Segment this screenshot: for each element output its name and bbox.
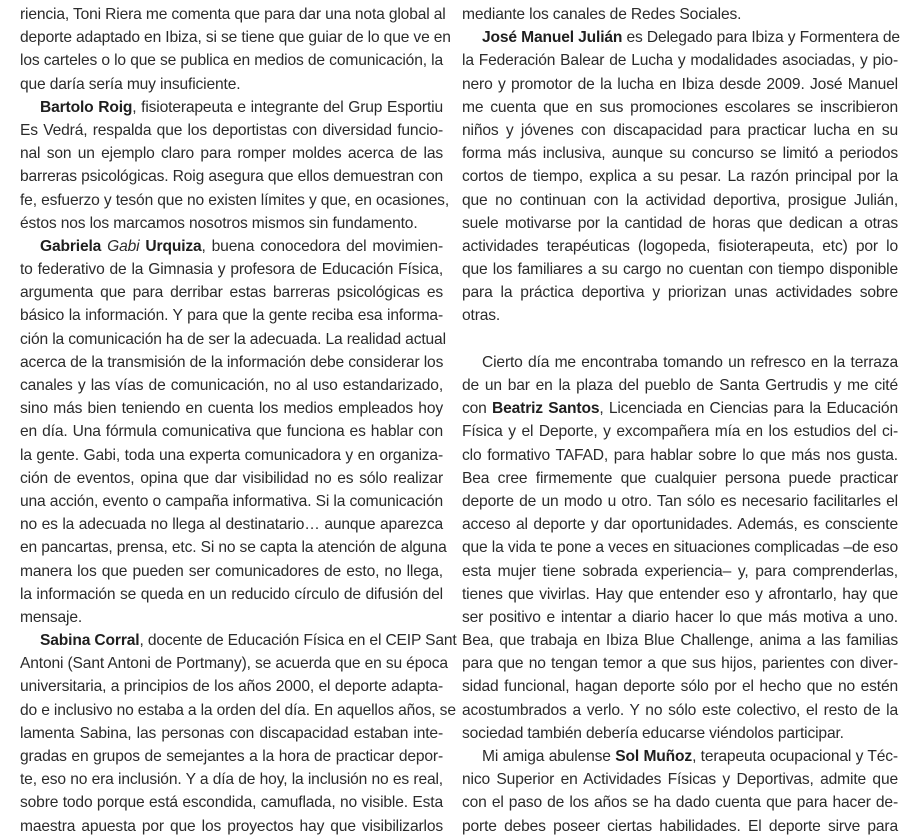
left-column — [20, 3, 457, 838]
text-run: esta mujer tiene sobrada experiencia– y, para comprenderlas, — [462, 562, 898, 580]
text-line — [20, 490, 443, 513]
text-line — [20, 583, 443, 606]
text-line — [462, 652, 898, 675]
text-run: , buena conocedora del movimien- — [201, 237, 443, 255]
text-line — [20, 768, 443, 791]
text-line — [462, 189, 898, 212]
text-run: do e inclusivo no estaba a la orden del día. En aquellos años, se — [20, 701, 456, 719]
text-run: fe, esfuerzo y tesón que no existen límites y que, en ocasiones, — [20, 191, 450, 209]
text-run: , docente de Educación Física en el CEIP Sant — [139, 632, 457, 650]
text-line — [462, 212, 898, 235]
person-name: Sol Muñoz — [615, 748, 693, 765]
text-line — [462, 281, 898, 304]
text-line — [462, 513, 898, 536]
text-run: la Federación Balear de Lucha y modalidades asociadas, y pio- — [462, 52, 898, 70]
text-line — [20, 119, 443, 142]
text-line — [20, 189, 450, 212]
text-run: Mi amiga abulense — [482, 748, 616, 765]
text-line — [462, 397, 898, 420]
text-run: Antoni (Sant Antoni de Portmany), se acuerda que en su época — [20, 655, 448, 673]
text-run: la gente. Gabi, toda una experta comunicadora y en organiza- — [20, 446, 443, 464]
text-run: nero y promotor de la lucha en Ibiza desde 2009. José Manuel — [462, 75, 898, 93]
text-run: éstos nos los marcamos nosotros mismos sin fundamento. — [20, 214, 418, 232]
paragraph-start-line — [20, 235, 443, 258]
text-line — [20, 374, 443, 397]
text-run: manera los que pueden ser comunicadores de esto, no llega, — [20, 562, 443, 580]
text-run: sociedad también debería educarse viéndolos participar. — [462, 724, 844, 742]
text-run: con el paso de los años se ha dado cuenta que para hacer de- — [462, 794, 898, 812]
text-run: nico Superior en Actividades Físicas y Deportivas, admite que — [462, 771, 898, 789]
text-run: lamenta Sabina, las personas con discapacidad estaban inte- — [20, 724, 443, 742]
text-line — [462, 258, 898, 281]
text-run: deporte de un modo u otro. Tan sólo es necesario facilitarles el — [462, 492, 898, 510]
person-name: Urquiza — [139, 237, 202, 255]
text-line — [20, 3, 446, 26]
nickname: Gabi — [107, 237, 140, 255]
text-line — [462, 536, 898, 559]
paragraph-start-line — [20, 96, 443, 119]
text-run: mediante los canales de Redes Sociales. — [462, 6, 742, 23]
text-run: que no continuan con la actividad deportiva, prosigue Julián, — [462, 191, 898, 209]
text-run: que los familiares a su cargo no cuentan con tiempo disponible — [462, 261, 898, 279]
text-line — [20, 606, 443, 629]
text-line — [462, 142, 898, 165]
text-run: universitaria, a principios de los años 2000, el deporte adapta- — [20, 678, 443, 696]
text-run: to federativo de la Gimnasia y profesora de Educación Física, — [20, 261, 443, 279]
text-line — [20, 258, 443, 281]
person-name: Beatriz Santos — [492, 400, 600, 418]
text-run: ción de eventos, opina que dar visibilidad no es sólo realizar — [20, 469, 443, 487]
text-line — [462, 96, 898, 119]
text-line — [20, 536, 447, 559]
text-line — [20, 281, 443, 304]
text-line — [20, 397, 443, 420]
text-line — [20, 212, 443, 235]
text-line — [20, 142, 443, 165]
text-run: no es la adecuada no llega al destinatario… aunque aparezca — [20, 516, 443, 534]
text-line — [462, 467, 898, 490]
text-line — [20, 791, 443, 814]
right-column — [462, 3, 898, 838]
text-run: actividades terapéuticas (logopeda, fisioterapeuta, etc) por lo — [462, 237, 898, 255]
text-run: deporte adaptado en Ibiza, si se tiene que guiar de lo que ve en — [20, 29, 451, 47]
text-run: una acción, evento o campaña informativa. Si la comunicación — [20, 492, 443, 510]
text-line — [462, 235, 898, 258]
text-line — [462, 791, 898, 814]
paragraph-start-line — [20, 629, 457, 652]
text-line — [462, 699, 898, 722]
text-line — [20, 652, 448, 675]
text-line — [20, 675, 443, 698]
text-run: maestra apuesta por que los proyectos hay que visibilizarlos — [20, 817, 443, 835]
text-run: sidad funcional, hagan deporte sólo por el hecho que no estén — [462, 678, 898, 696]
text-run: en pancartas, prensa, etc. Si no se capta la atención de alguna — [20, 539, 447, 557]
text-line — [462, 165, 898, 188]
text-run: , Licenciada en Ciencias para la Educación — [599, 400, 898, 418]
text-line — [462, 815, 898, 838]
text-run: para que no tengan temor a que sus hijos, parientes con diver- — [462, 655, 898, 673]
text-line — [462, 583, 898, 606]
text-run: cortos de tiempo, explica a su pesar. La razón principal por la — [462, 168, 898, 186]
text-line — [20, 328, 446, 351]
text-line — [20, 699, 456, 722]
text-run: gradas en grupos de semejantes a la hora de practicar depor- — [20, 748, 443, 765]
text-run: acostumbrados a verlo. Y no sólo este colectivo, el resto de la — [462, 701, 898, 719]
text-line — [462, 606, 898, 629]
text-line — [462, 560, 898, 583]
text-run: con — [462, 400, 492, 418]
text-run: que la vida te pone a veces en situaciones complicadas –de eso — [462, 539, 898, 557]
text-line — [20, 304, 443, 327]
text-run: sobre todo porque está escondida, camuflada, no visible. Esta — [20, 794, 443, 812]
text-run: argumenta que para derribar estas barreras psicológicas es — [20, 284, 443, 302]
text-run: forma más inclusiva, aunque su concurso se limitó a periodos — [462, 145, 898, 163]
text-line — [462, 374, 898, 397]
text-run: nal son un ejemplo claro para romper moldes acerca de las — [20, 145, 443, 163]
text-line — [462, 444, 898, 467]
text-line — [462, 49, 898, 72]
text-line — [20, 444, 443, 467]
person-name: Gabriela — [40, 237, 108, 255]
text-line — [462, 73, 898, 96]
text-line — [462, 490, 898, 513]
text-run: Bea, que trabaja en Ibiza Blue Challenge, anima a las familias — [462, 632, 898, 650]
text-line — [20, 420, 443, 443]
text-run: suele motivarse por la cantidad de horas que dedican a otras — [462, 214, 898, 232]
text-line — [20, 351, 443, 374]
text-run: Física y el Deporte, y excompañera mía en los estudios del ci- — [462, 423, 898, 441]
text-run: niños y jóvenes con discapacidad para practicar lucha en su — [462, 121, 898, 139]
text-run: barreras psicológicas. Roig asegura que ellos demuestran con — [20, 168, 443, 186]
text-line — [20, 49, 443, 72]
text-run: Cierto día me encontraba tomando un refresco en la terraza — [482, 353, 898, 371]
text-run: Bea cree firmemente que cualquier persona puede practicar — [462, 469, 898, 487]
text-line — [20, 73, 443, 96]
text-run: que daría sería muy insuficiente. — [20, 75, 241, 93]
text-line — [20, 513, 443, 536]
text-line — [20, 722, 443, 745]
text-run: acceso al deporte y dar oportunidades. Además, es consciente — [462, 516, 898, 534]
text-line — [462, 629, 898, 652]
text-line — [20, 26, 451, 49]
text-line — [462, 304, 898, 327]
text-run: para la práctica deportiva y priorizan unas actividades sobre — [462, 284, 898, 302]
text-line — [462, 722, 898, 745]
text-run: básico la información. Y para que la gente reciba esa informa- — [20, 307, 443, 325]
text-line — [462, 119, 898, 142]
text-run: Es Vedrá, respalda que los deportistas con diversidad funcio- — [20, 121, 443, 139]
text-run: tienes que vivirlas. Hay que entender eso y afrontarlo, hay que — [462, 585, 898, 603]
text-run: canales y las vías de comunicación, no al uso estandarizado, — [20, 377, 443, 394]
text-line — [462, 3, 898, 26]
text-run: los carteles o lo que se publica en medios de comunicación, la — [20, 52, 443, 70]
text-line — [462, 420, 898, 443]
text-run: ción la comunicación ha de ser la adecuada. La realidad actual — [20, 330, 446, 348]
paragraph-start-line — [462, 26, 898, 49]
text-run: acerca de la transmisión de la información debe considerar los — [20, 353, 444, 371]
text-line — [20, 815, 443, 838]
text-run: te, eso no era inclusión. Y a día de hoy, la inclusión no es real, — [20, 771, 443, 789]
person-name: Bartolo Roig — [40, 98, 133, 116]
text-run: de un bar en la plaza del pueblo de Santa Gertrudis y me cité — [462, 377, 898, 394]
text-run: sino más bien teniendo en cuenta los medios empleados hoy — [20, 400, 443, 418]
text-run: , fisioterapeuta e integrante del Grup Esportiu — [132, 98, 443, 116]
text-run: riencia, Toni Riera me comenta que para dar una nota global al — [20, 6, 446, 23]
text-run: la información se queda en un reducido círculo de difusión del — [20, 585, 443, 603]
text-run: otras. — [462, 307, 501, 325]
text-line — [20, 745, 443, 768]
text-run: clo formativo TAFAD, para hablar sobre lo que más nos gusta. — [462, 446, 898, 464]
paragraph-gap — [462, 328, 898, 351]
text-line — [20, 467, 443, 490]
text-line — [462, 675, 898, 698]
person-name: Sabina Corral — [40, 632, 140, 650]
text-run: en día. Una fórmula comunicativa que funciona es hablar con — [20, 423, 443, 441]
text-line — [462, 768, 898, 791]
paragraph-start-line — [462, 351, 898, 374]
text-run: , terapeuta ocupacional y Téc- — [692, 748, 898, 765]
text-run: ser positivo e intentar a diario hacer lo que más motiva a uno. — [462, 608, 898, 626]
text-run: porte debes poseer ciertas habilidades. El deporte sirve para — [462, 817, 898, 835]
text-line — [20, 560, 443, 583]
person-name: José Manuel Julián — [482, 29, 623, 47]
paragraph-start-line — [462, 745, 898, 768]
text-run: mensaje. — [20, 608, 83, 626]
text-run: me cuenta que en sus promociones escolares se inscribieron — [462, 98, 898, 116]
text-line — [20, 165, 443, 188]
text-run: es Delegado para Ibiza y Formentera de — [622, 29, 900, 47]
